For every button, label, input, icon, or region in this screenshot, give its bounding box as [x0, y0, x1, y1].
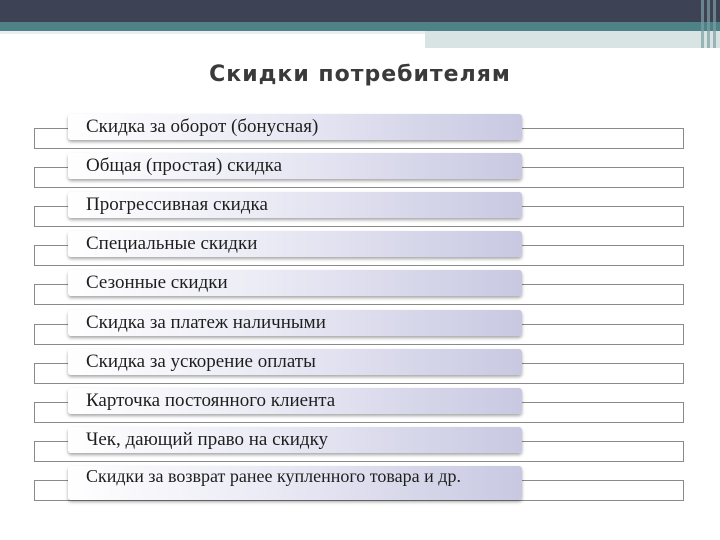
header-bar: [0, 0, 720, 22]
header-accent-right: [425, 31, 720, 48]
list-item-label: Чек, дающий право на скидку: [68, 427, 522, 453]
list-item-label: Общая (простая) скидка: [68, 153, 522, 179]
list-item: [0, 388, 720, 428]
list-item-label: Скидки за возврат ранее купленного товара и др.: [68, 466, 522, 500]
list-item-label: Скидка за платеж наличными: [68, 310, 522, 336]
list-item: [0, 231, 720, 271]
list-item: [0, 153, 720, 193]
list-item: [0, 466, 720, 506]
header-accent-light: [0, 31, 425, 34]
list-item: [0, 114, 720, 154]
list-item-label: Скидка за ускорение оплаты: [68, 349, 522, 375]
header-stripes: [696, 0, 716, 48]
list-item: [0, 192, 720, 232]
slide-title: Скидки потребителям: [209, 62, 511, 87]
header-accent-teal: [0, 22, 720, 31]
list-item-label: Скидка за оборот (бонусная): [68, 114, 522, 140]
list-item-label: Сезонные скидки: [68, 270, 522, 296]
list-item-label: Карточка постоянного клиента: [68, 388, 522, 414]
list-item: [0, 349, 720, 389]
list-item-label: Специальные скидки: [68, 231, 522, 257]
list-item: [0, 427, 720, 467]
list-item: [0, 270, 720, 310]
list-item: [0, 310, 720, 350]
list-item-label: Прогрессивная скидка: [68, 192, 522, 218]
